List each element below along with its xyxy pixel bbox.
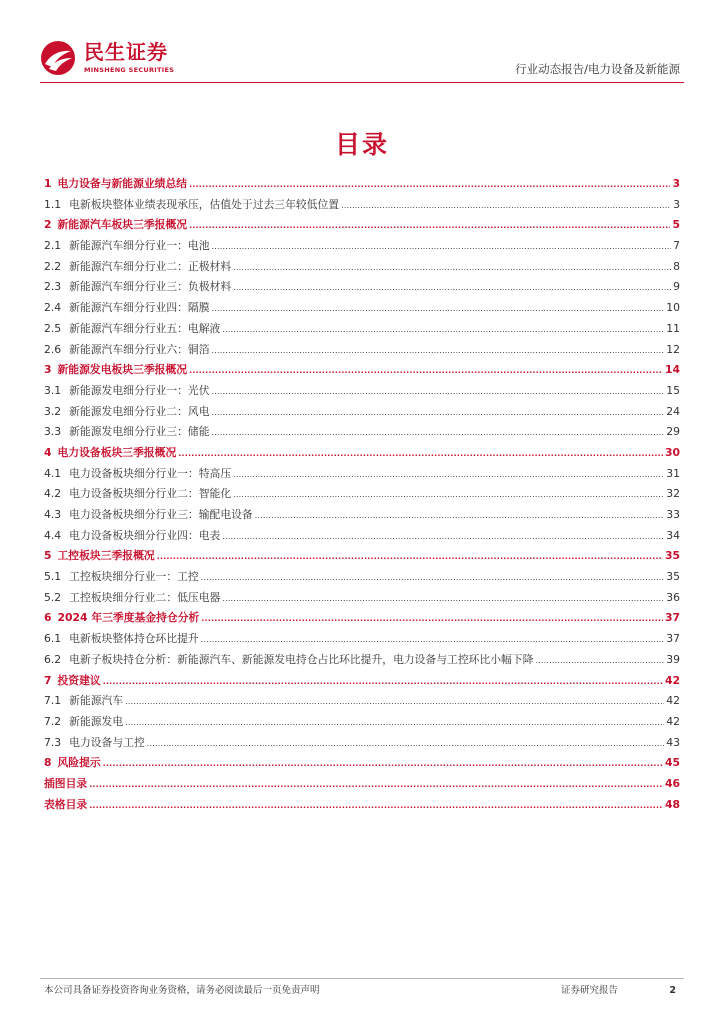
toc-entry-number: 2.6 — [44, 342, 62, 356]
toc-subsection-entry[interactable] — [44, 650, 680, 671]
toc-section-entry[interactable] — [44, 795, 680, 816]
toc-dot-leader — [341, 195, 671, 217]
toc-dot-leader — [212, 340, 665, 362]
toc-subsection-entry[interactable] — [44, 257, 680, 278]
toc-entry-label: 电新板块整体业绩表现承压，估值处于过去三年较低位置 — [69, 197, 340, 211]
toc-dot-leader — [212, 422, 665, 444]
toc-entry-label: 新能源发电细分行业一：光伏 — [69, 383, 210, 397]
toc-entry-label: 新能源发电板块三季报概况 — [57, 363, 188, 377]
toc-entry-number: 2.4 — [44, 301, 62, 315]
toc-dot-leader — [89, 774, 663, 796]
toc-entry-page: 36 — [666, 590, 680, 604]
toc-entry-number: 7.2 — [44, 714, 62, 728]
toc-entry-label: 电力设备板块细分行业三：输配电设备 — [69, 508, 253, 521]
footer-doc-type: 证券研究报告 — [561, 985, 619, 996]
toc-entry-number: 2.3 — [44, 280, 62, 294]
toc-entry-number: 5.2 — [44, 590, 62, 604]
toc-entry-page: 11 — [666, 321, 680, 335]
toc-dot-leader — [178, 443, 663, 465]
toc-subsection-entry[interactable] — [44, 402, 680, 423]
report-type: 行业动态报告/电力设备及新能源 — [515, 62, 680, 76]
toc-entry-number: 4.2 — [44, 487, 62, 501]
toc-entry-label: 电新子板块持仓分析：新能源汽车、新能源发电持仓占比环比提升，电力设备与工控环比小幅下降 — [69, 652, 534, 666]
toc-subsection-entry[interactable] — [44, 691, 680, 712]
toc-dot-leader — [233, 257, 671, 279]
toc-entry-number: 8 — [44, 756, 52, 770]
toc-section-entry[interactable] — [44, 608, 680, 629]
toc-entry-label: 新能源汽车细分行业四：隔膜 — [69, 301, 210, 315]
toc-entry-label: 新能源汽车细分行业六：铜箔 — [69, 342, 210, 356]
toc-dot-leader — [125, 712, 664, 734]
toc-dot-leader — [233, 484, 664, 506]
toc-entry-number: 4.1 — [44, 466, 62, 480]
toc-entry-number: 7.1 — [44, 694, 62, 708]
toc-entry-number: 3.3 — [44, 425, 62, 439]
toc-entry-page: 3 — [672, 177, 680, 190]
toc-entry-page: 3 — [673, 197, 680, 211]
toc-subsection-entry[interactable] — [44, 277, 680, 298]
toc-entry-number: 4.3 — [44, 508, 62, 521]
toc-subsection-entry[interactable] — [44, 588, 680, 609]
toc-entry-page: 42 — [664, 673, 680, 687]
toc-dot-leader — [201, 608, 663, 630]
toc-entry-page: 5 — [672, 218, 680, 232]
toc-dot-leader — [189, 174, 670, 196]
toc-entry-number: 4 — [44, 445, 52, 459]
footer-divider — [40, 978, 684, 979]
toc-entry-number: 3.2 — [44, 404, 62, 418]
toc-section-entry[interactable] — [44, 546, 680, 567]
toc-entry-label: 新能源汽车细分行业二：正极材料 — [69, 259, 232, 273]
toc-entry-page: 37 — [666, 632, 680, 646]
toc-section-entry[interactable] — [44, 215, 680, 236]
toc-dot-leader — [201, 629, 665, 651]
toc-entry-label: 工控板块细分行业二：低压电器 — [69, 590, 221, 604]
toc-dot-leader — [535, 650, 664, 672]
toc-dot-leader — [255, 505, 665, 527]
toc-entry-number: 7 — [44, 673, 52, 687]
toc-dot-leader — [212, 381, 665, 403]
toc-entry-page: 10 — [666, 301, 680, 315]
page-number: 2 — [669, 985, 676, 996]
toc-entry-page: 32 — [666, 487, 680, 501]
toc-entry-number: 6.2 — [44, 652, 62, 666]
toc-entry-number: 1 — [44, 177, 52, 190]
toc-dot-leader — [201, 567, 665, 589]
toc-entry-label: 电力设备板块细分行业二：智能化 — [69, 487, 232, 501]
toc-dot-leader — [222, 319, 664, 341]
page-header — [0, 0, 724, 82]
toc-entry-label: 电力设备与工控 — [69, 735, 145, 749]
toc-dot-leader — [103, 671, 663, 693]
toc-entry-number: 3 — [44, 363, 52, 377]
toc-entry-page: 14 — [664, 363, 680, 377]
toc-entry-page: 7 — [673, 239, 680, 253]
toc-dot-leader — [103, 753, 663, 775]
toc-entry-label: 电力设备板块细分行业一：特高压 — [69, 466, 232, 480]
toc-entry-number: 6 — [44, 611, 52, 625]
toc-entry-label: 表格目录 — [44, 797, 88, 811]
toc-entry-page: 8 — [673, 259, 680, 273]
toc-entry-label: 新能源汽车 — [69, 694, 124, 708]
toc-dot-leader — [157, 546, 663, 568]
toc-subsection-entry[interactable] — [44, 195, 680, 216]
toc-dot-leader — [89, 795, 663, 817]
toc-entry-label: 新能源汽车细分行业一：电池 — [69, 239, 210, 253]
toc-dot-leader — [222, 588, 664, 610]
toc-entry-page: 31 — [666, 466, 680, 480]
toc-entry-label: 电新板块整体持仓环比提升 — [69, 632, 199, 646]
toc-entry-label: 新能源汽车板块三季报概况 — [57, 218, 188, 232]
toc-entry-page: 39 — [666, 652, 680, 666]
toc-subsection-entry[interactable] — [44, 422, 680, 443]
toc-entry-page: 24 — [666, 404, 680, 418]
toc-subsection-entry[interactable] — [44, 505, 680, 526]
toc-subsection-entry[interactable] — [44, 381, 680, 402]
toc-entry-number: 2 — [44, 218, 52, 232]
toc-subsection-entry[interactable] — [44, 526, 680, 547]
toc-dot-leader — [212, 298, 665, 320]
toc-entry-label: 新能源发电细分行业三：储能 — [69, 425, 210, 439]
toc-dot-leader — [212, 236, 672, 258]
toc-entry-label: 风险提示 — [57, 756, 101, 770]
toc-entry-label: 投资建议 — [57, 673, 101, 687]
toc-subsection-entry[interactable] — [44, 484, 680, 505]
toc-entry-label: 电力设备板块三季报概况 — [57, 445, 177, 459]
toc-entry-number: 2.5 — [44, 321, 62, 335]
toc-entry-page: 35 — [664, 549, 680, 563]
toc-section-entry[interactable] — [44, 774, 680, 795]
toc-section-entry[interactable] — [44, 443, 680, 464]
toc-entry-label: 插图目录 — [44, 776, 88, 790]
toc-subsection-entry[interactable] — [44, 733, 680, 754]
toc-subsection-entry[interactable] — [44, 464, 680, 485]
toc-entry-page: 29 — [666, 425, 680, 439]
toc-entry-number: 5 — [44, 549, 52, 563]
toc-entry-number: 3.1 — [44, 383, 62, 397]
toc-entry-page: 34 — [666, 528, 680, 542]
toc-dot-leader — [147, 733, 665, 755]
toc-entry-label: 新能源汽车细分行业五：电解液 — [69, 321, 221, 335]
toc-entry-label: 电力设备板块细分行业四：电表 — [69, 528, 221, 542]
toc-entry-label: 新能源汽车细分行业三：负极材料 — [69, 280, 232, 294]
toc-entry-label: 工控板块三季报概况 — [57, 549, 155, 563]
toc-subsection-entry[interactable] — [44, 236, 680, 257]
minsheng-logo-icon — [40, 40, 76, 76]
toc-entry-label: 电力设备与新能源业绩总结 — [57, 177, 188, 190]
brand-name-cn: 民生证券 — [84, 40, 168, 64]
toc-entry-number: 2.2 — [44, 259, 62, 273]
toc-subsection-entry[interactable] — [44, 340, 680, 361]
toc-dot-leader — [212, 402, 665, 424]
footer-disclaimer: 本公司具备证券投资咨询业务资格，请务必阅读最后一页免责声明 — [44, 985, 320, 996]
toc-entry-page: 42 — [666, 694, 680, 708]
toc-entry-page: 42 — [666, 714, 680, 728]
toc-entry-number: 4.4 — [44, 528, 62, 542]
toc-entry-page: 30 — [664, 445, 680, 459]
toc-entry-page: 48 — [664, 797, 680, 811]
toc-entry-page: 9 — [673, 280, 680, 294]
toc-section-entry[interactable] — [44, 753, 680, 774]
toc-dot-leader — [233, 277, 671, 299]
toc-section-entry[interactable] — [44, 360, 680, 381]
toc-entry-number: 6.1 — [44, 632, 62, 646]
toc-entry-page: 35 — [666, 570, 680, 584]
toc-subsection-entry[interactable] — [44, 319, 680, 340]
toc-entry-page: 33 — [666, 508, 680, 521]
toc-entry-page: 37 — [664, 611, 680, 625]
toc-dot-leader — [222, 526, 664, 548]
toc-entry-label: 工控板块细分行业一：工控 — [69, 570, 199, 584]
toc-section-entry[interactable] — [44, 174, 680, 195]
toc-entry-number: 2.1 — [44, 239, 62, 253]
toc-subsection-entry[interactable] — [44, 629, 680, 650]
toc-entry-page: 46 — [664, 776, 680, 790]
brand-name-en: MINSHENG SECURITIES — [84, 66, 175, 74]
toc-entry-page: 45 — [664, 756, 680, 770]
toc-dot-leader — [233, 464, 664, 486]
toc-section-entry[interactable] — [44, 671, 680, 692]
page-title: 目录 — [334, 130, 389, 159]
toc-dot-leader — [189, 360, 663, 382]
toc-subsection-entry[interactable] — [44, 298, 680, 319]
toc-entry-label: 新能源发电 — [69, 714, 124, 728]
toc-entry-number: 1.1 — [44, 197, 62, 211]
toc-entry-label: 2024 年三季度基金持仓分析 — [57, 611, 200, 625]
table-of-contents — [44, 174, 680, 815]
header-divider — [40, 82, 684, 83]
toc-dot-leader — [125, 691, 664, 713]
toc-entry-page: 12 — [666, 342, 680, 356]
toc-subsection-entry[interactable] — [44, 567, 680, 588]
toc-entry-number: 7.3 — [44, 735, 62, 749]
toc-entry-page: 43 — [666, 735, 680, 749]
toc-entry-page: 15 — [666, 383, 680, 397]
toc-entry-number: 5.1 — [44, 570, 62, 584]
toc-dot-leader — [189, 215, 670, 237]
toc-subsection-entry[interactable] — [44, 712, 680, 733]
toc-entry-label: 新能源发电细分行业二：风电 — [69, 404, 210, 418]
